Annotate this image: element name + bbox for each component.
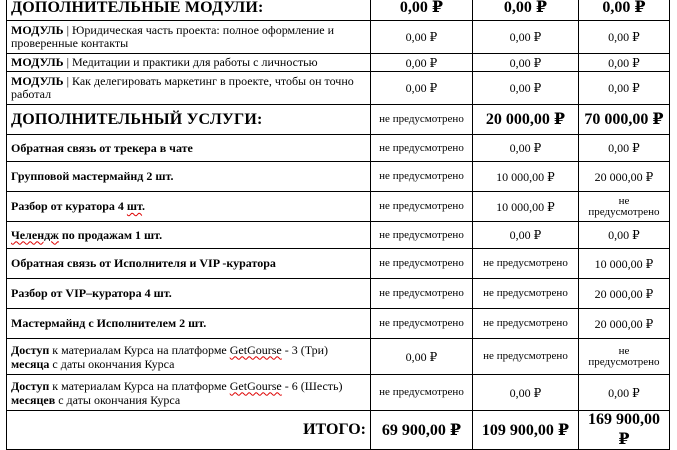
- service-name: Обратная связь от трекера в чате: [7, 135, 371, 162]
- price-cell: 0,00 ₽: [473, 54, 579, 72]
- service-name: Разбор от куратора 4 шт.: [7, 192, 371, 222]
- price-cell: не предусмотрено: [371, 249, 473, 279]
- price-cell: не предусмотрено: [371, 309, 473, 339]
- table-row: [7, 192, 670, 222]
- price-cell: 0,00 ₽: [579, 375, 670, 411]
- table-row: [7, 72, 670, 105]
- price-cell: не предусмотрено: [371, 162, 473, 192]
- table-row: [7, 162, 670, 192]
- price-cell: не предусмотрено: [371, 222, 473, 249]
- price-cell: не предусмотрено: [473, 279, 579, 309]
- price-cell: не предусмотрено: [371, 192, 473, 222]
- price-cell: 10 000,00 ₽: [473, 192, 579, 222]
- service-name: Разбор от VIP–куратора 4 шт.: [7, 279, 371, 309]
- table-row: [7, 54, 670, 72]
- services-section-title: ДОПОЛНИТЕЛЬНЫЙ УСЛУГИ:: [7, 105, 371, 135]
- price-cell: 0,00 ₽: [371, 339, 473, 375]
- price-cell: 20 000,00 ₽: [579, 309, 670, 339]
- table-row: [7, 222, 670, 249]
- table-row: [7, 135, 670, 162]
- total-value: 109 900,00 ₽: [473, 411, 579, 450]
- modules-header-row: [7, 0, 670, 21]
- table-row: [7, 309, 670, 339]
- price-cell: не предусмотрено: [371, 105, 473, 135]
- price-cell: не предусмотрено: [371, 375, 473, 411]
- price-cell: не предусмотрено: [579, 192, 670, 222]
- price-cell: 20 000,00 ₽: [579, 279, 670, 309]
- price-cell: не предусмотрено: [473, 339, 579, 375]
- module-name: МОДУЛЬ | Юридическая часть проекта: полное оформление и проверенные контакты: [7, 21, 371, 54]
- table-row: [7, 339, 670, 375]
- service-name: Мастермайнд с Исполнителем 2 шт.: [7, 309, 371, 339]
- table-row: [7, 375, 670, 411]
- price-cell: 20 000,00 ₽: [579, 162, 670, 192]
- services-header-value: 20 000,00 ₽: [473, 105, 579, 135]
- price-cell: 0,00 ₽: [473, 135, 579, 162]
- price-cell: не предусмотрено: [473, 249, 579, 279]
- price-cell: 0,00 ₽: [579, 54, 670, 72]
- price-cell: 0,00 ₽: [473, 21, 579, 54]
- price-cell: не предусмотрено: [371, 135, 473, 162]
- price-cell: не предусмотрено: [473, 309, 579, 339]
- services-header-row: [7, 105, 670, 135]
- table-row: [7, 279, 670, 309]
- services-header-value: 70 000,00 ₽: [579, 105, 670, 135]
- price-cell: 0,00 ₽: [371, 21, 473, 54]
- service-name: Групповой мастермайнд 2 шт.: [7, 162, 371, 192]
- price-cell: не предусмотрено: [371, 279, 473, 309]
- price-cell: не предусмотрено: [579, 339, 670, 375]
- price-cell: 0,00 ₽: [371, 54, 473, 72]
- pricing-table: [6, 0, 670, 450]
- service-name: Челендж по продажам 1 шт.: [7, 222, 371, 249]
- price-cell: 0,00 ₽: [473, 72, 579, 105]
- access-description: Доступ к материалам Курса на платформе GetGourse - 3 (Три) месяца с даты окончания Курса: [7, 339, 371, 375]
- service-name: Обратная связь от Исполнителя и VIP -куратора: [7, 249, 371, 279]
- modules-section-title: ДОПОЛНИТЕЛЬНЫЕ МОДУЛИ:: [7, 0, 371, 21]
- module-name: МОДУЛЬ | Медитации и практики для работы с личностью: [7, 54, 371, 72]
- price-cell: 0,00 ₽: [473, 222, 579, 249]
- price-cell: 0,00 ₽: [473, 375, 579, 411]
- total-value: 69 900,00 ₽: [371, 411, 473, 450]
- price-cell: 10 000,00 ₽: [579, 249, 670, 279]
- modules-header-value: 0,00 ₽: [579, 0, 670, 21]
- table-row: [7, 249, 670, 279]
- access-description: Доступ к материалам Курса на платформе GetGourse - 6 (Шесть) месяцев с даты окончания Курса: [7, 375, 371, 411]
- table-row: [7, 21, 670, 54]
- module-name: МОДУЛЬ | Как делегировать маркетинг в проекте, чтобы он точно работал: [7, 72, 371, 105]
- price-cell: 0,00 ₽: [371, 72, 473, 105]
- price-cell: 0,00 ₽: [579, 222, 670, 249]
- modules-header-value: 0,00 ₽: [371, 0, 473, 21]
- price-cell: 0,00 ₽: [579, 21, 670, 54]
- total-label: ИТОГО:: [7, 411, 371, 450]
- price-cell: 10 000,00 ₽: [473, 162, 579, 192]
- total-row: [7, 411, 670, 450]
- modules-header-value: 0,00 ₽: [473, 0, 579, 21]
- price-cell: 0,00 ₽: [579, 135, 670, 162]
- total-value: 169 900,00 ₽: [579, 411, 670, 450]
- price-cell: 0,00 ₽: [579, 72, 670, 105]
